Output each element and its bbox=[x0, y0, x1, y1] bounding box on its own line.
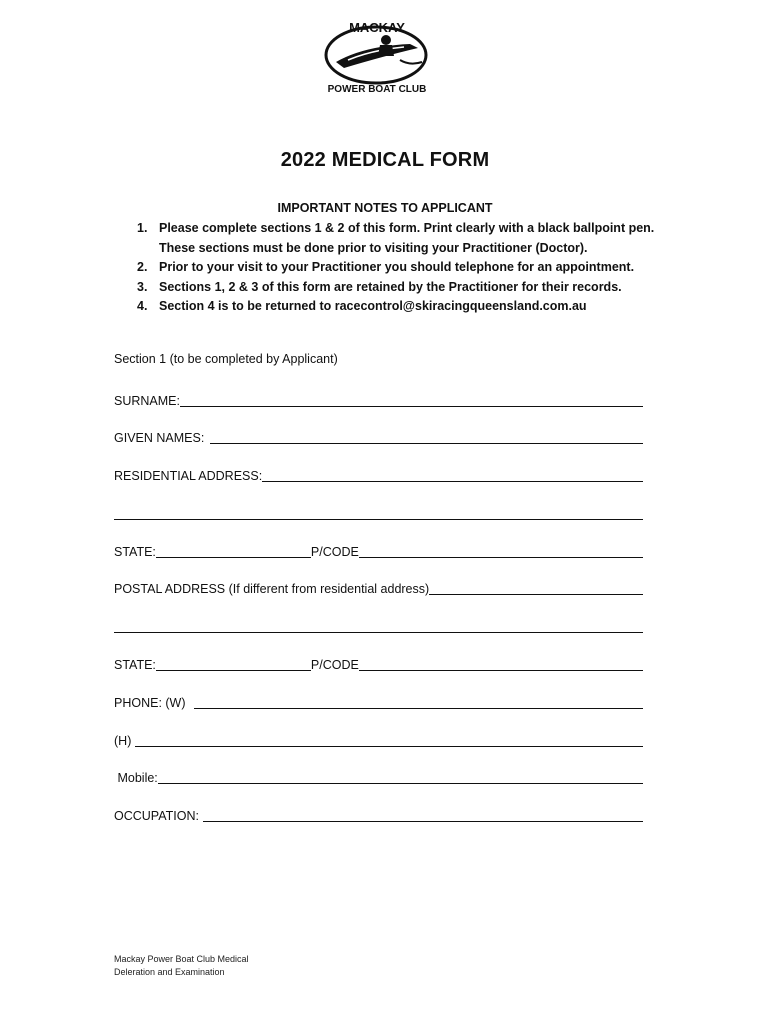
logo-bottom-text: POWER BOAT CLUB bbox=[327, 84, 427, 95]
mobile-field[interactable] bbox=[158, 782, 643, 784]
postal-state-label: STATE: bbox=[114, 658, 156, 672]
pcode-field[interactable] bbox=[359, 556, 643, 558]
state-label: STATE: bbox=[114, 545, 156, 559]
note-number: 4. bbox=[137, 299, 148, 313]
club-logo bbox=[314, 10, 440, 100]
mobile-row bbox=[114, 767, 643, 785]
surname-label: SURNAME: bbox=[114, 394, 180, 408]
residential-address-row bbox=[114, 465, 643, 483]
note-number: 1. bbox=[137, 221, 148, 235]
occupation-label: OCCUPATION: bbox=[114, 809, 199, 823]
state-field[interactable] bbox=[156, 556, 311, 558]
postal-pcode-field[interactable] bbox=[359, 669, 643, 671]
note-item bbox=[113, 297, 673, 317]
note-text: Sections 1, 2 & 3 of this form are retained by the Practitioner for their records. bbox=[159, 279, 622, 294]
section-1-title: Section 1 (to be completed by Applicant) bbox=[114, 352, 338, 366]
phone-work-label: PHONE: (W) bbox=[114, 696, 186, 710]
state-pcode-row bbox=[114, 541, 643, 559]
postal-state-field[interactable] bbox=[156, 669, 311, 671]
page-footer bbox=[114, 953, 249, 978]
postal-address-field[interactable] bbox=[429, 593, 643, 595]
page-title: 2022 MEDICAL FORM bbox=[280, 149, 490, 171]
club-logo-graphic bbox=[314, 10, 440, 100]
postal-pcode-label: P/CODE bbox=[310, 658, 359, 672]
occupation-field[interactable] bbox=[203, 820, 643, 822]
note-text: Please complete sections 1 & 2 of this form. Print clearly with a black ballpoint pen. These sections must be done prior to visiting your Practitioner (Doctor). bbox=[159, 221, 655, 255]
note-text: Prior to your visit to your Practitioner you should telephone for an appointment. bbox=[159, 260, 635, 274]
given-names-label: GIVEN NAMES: bbox=[114, 431, 205, 445]
residential-address-field-line-2[interactable] bbox=[114, 519, 643, 520]
footer-line-2: Deleration and Examination bbox=[114, 966, 225, 977]
note-text: Section 4 is to be returned to racecontrol@skiracingqueensland.com.au bbox=[159, 299, 587, 313]
postal-address-row bbox=[114, 578, 643, 596]
phone-home-field[interactable] bbox=[135, 745, 643, 747]
postal-state-pcode-row bbox=[114, 654, 643, 672]
occupation-row bbox=[114, 805, 643, 823]
mobile-label: Mobile: bbox=[114, 771, 158, 785]
notes-list bbox=[113, 219, 673, 317]
note-number: 2. bbox=[137, 260, 148, 274]
note-item bbox=[113, 278, 673, 298]
note-item bbox=[113, 219, 673, 258]
logo-top-text: MACKAY bbox=[349, 20, 405, 35]
phone-work-row bbox=[114, 692, 643, 710]
given-names-field[interactable] bbox=[210, 442, 643, 444]
note-item bbox=[113, 258, 673, 278]
residential-address-label: RESIDENTIAL ADDRESS: bbox=[114, 469, 263, 483]
surname-row bbox=[114, 390, 643, 408]
footer-line-1: Mackay Power Boat Club Medical bbox=[114, 954, 249, 964]
phone-home-row bbox=[114, 730, 643, 748]
pcode-label: P/CODE bbox=[310, 545, 359, 559]
notes-heading: IMPORTANT NOTES TO APPLICANT bbox=[277, 201, 493, 215]
given-names-row bbox=[114, 427, 643, 445]
residential-address-field[interactable] bbox=[262, 480, 643, 482]
phone-work-field[interactable] bbox=[194, 707, 643, 709]
postal-address-label: POSTAL ADDRESS (If different from residential address) bbox=[114, 582, 430, 596]
note-number: 3. bbox=[137, 279, 148, 294]
surname-field[interactable] bbox=[180, 405, 643, 407]
postal-address-field-line-2[interactable] bbox=[114, 632, 643, 633]
phone-home-label: (H) bbox=[114, 734, 132, 748]
